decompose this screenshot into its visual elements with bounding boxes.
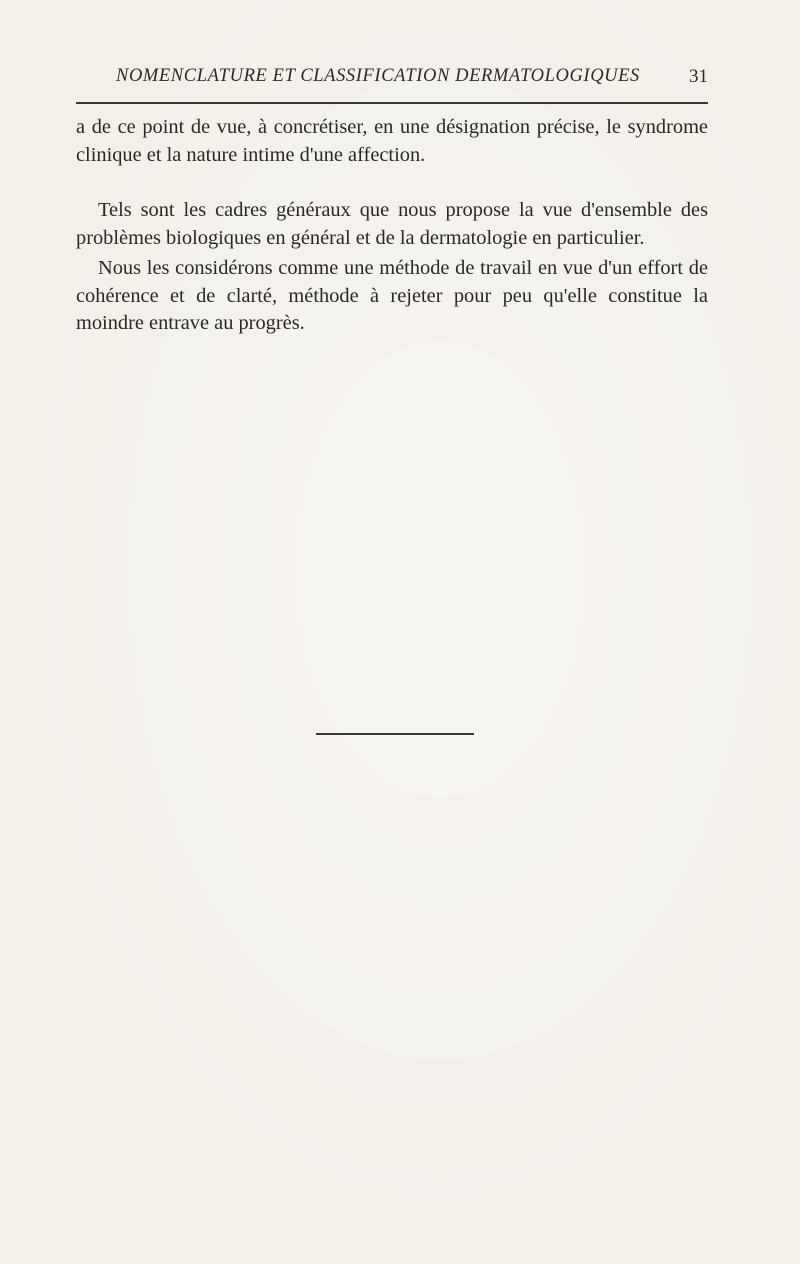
running-head bbox=[76, 66, 708, 96]
paragraph-methode: Nous les considérons comme une méthode de travail en vue d'un effort de cohérence et de clarté, méthode à rejeter pour peu qu'elle constitue la moindre entrave au progrès. bbox=[76, 257, 708, 334]
paragraph-continuation: a de ce point de vue, à concrétiser, en une désignation précise, le syndrome clinique et la nature intime d'une affection. bbox=[76, 116, 708, 166]
section-end-rule bbox=[316, 733, 474, 735]
header-rule bbox=[76, 102, 708, 104]
body-text bbox=[76, 114, 708, 338]
page-number: 31 bbox=[689, 66, 708, 87]
running-title: NOMENCLATURE ET CLASSIFICATION DERMATOLOGIQUES bbox=[116, 66, 640, 86]
paragraph-cadres: Tels sont les cadres généraux que nous propose la vue d'ensemble des problèmes biologiques en général et de la dermatologie en particulier. bbox=[76, 199, 708, 249]
